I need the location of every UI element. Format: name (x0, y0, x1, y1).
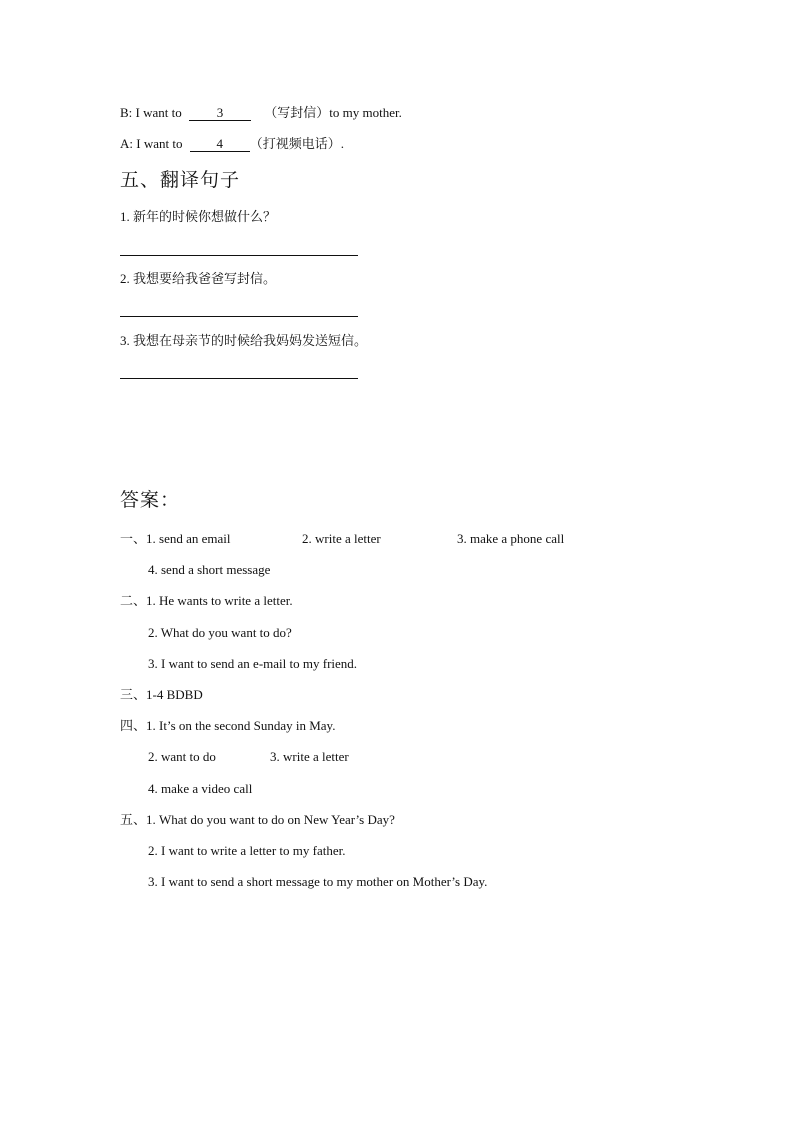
section-label: 一、 (120, 531, 147, 546)
answer-text: 3. I want to send a short message to my mother on Mother’s Day. (148, 874, 488, 889)
answer-text: 1. He wants to write a letter. (146, 593, 293, 608)
dialog-suffix: . (340, 136, 344, 151)
section-label: 二、 (120, 593, 147, 608)
answer-text: 4. send a short message (148, 562, 271, 577)
answer-text: 1. It’s on the second Sunday in May. (146, 718, 336, 733)
question-item: 3. 我想在母亲节的时候给我妈妈发送短信。 (120, 333, 368, 348)
dialog-prefix: I want to (136, 136, 183, 151)
answer-row (120, 718, 335, 734)
answer-underline (120, 378, 358, 379)
answer-text: 3. make a phone call (457, 531, 565, 546)
answer-text: 3. I want to send an e-mail to my friend. (148, 656, 358, 671)
section-title: 五、翻译句子 (120, 170, 241, 191)
answer-text: 3. write a letter (270, 749, 349, 764)
dialog-prefix: I want to (135, 105, 182, 120)
fill-blank: 3 (189, 106, 251, 121)
answer-text: 1. What do you want to do on New Year’s Day? (146, 812, 395, 827)
chinese-hint: （打视频电话） (249, 136, 341, 151)
section-label: 四、 (120, 718, 147, 733)
dialog-line-b (120, 105, 402, 121)
answer-text: 2. write a letter (302, 531, 381, 546)
answer-row (120, 531, 231, 547)
question-item: 2. 我想要给我爸爸写封信。 (120, 271, 277, 286)
answer-underline (120, 316, 358, 317)
dialog-line-a (120, 136, 344, 152)
speaker: B: (120, 105, 133, 120)
answer-underline (120, 255, 358, 256)
answer-text: 2. I want to write a letter to my father. (148, 843, 346, 858)
dialog-suffix: to my mother. (329, 105, 402, 120)
answer-text: 2. What do you want to do? (148, 625, 292, 640)
answer-text: 1. send an email (146, 531, 231, 546)
answer-text: 2. want to do (148, 749, 216, 764)
answer-text: 1-4 BDBD (146, 687, 203, 702)
section-label: 三、 (120, 687, 147, 702)
answer-row (120, 593, 293, 609)
speaker: A: (120, 136, 133, 151)
answers-title: 答案： (120, 490, 181, 511)
answer-row (120, 812, 395, 828)
answer-row (120, 687, 203, 703)
question-item: 1. 新年的时候你想做什么？ (120, 209, 277, 224)
fill-blank: 4 (190, 137, 250, 152)
section-label: 五、 (120, 812, 147, 827)
chinese-hint: （写封信） (264, 105, 330, 120)
answer-text: 4. make a video call (148, 781, 253, 796)
